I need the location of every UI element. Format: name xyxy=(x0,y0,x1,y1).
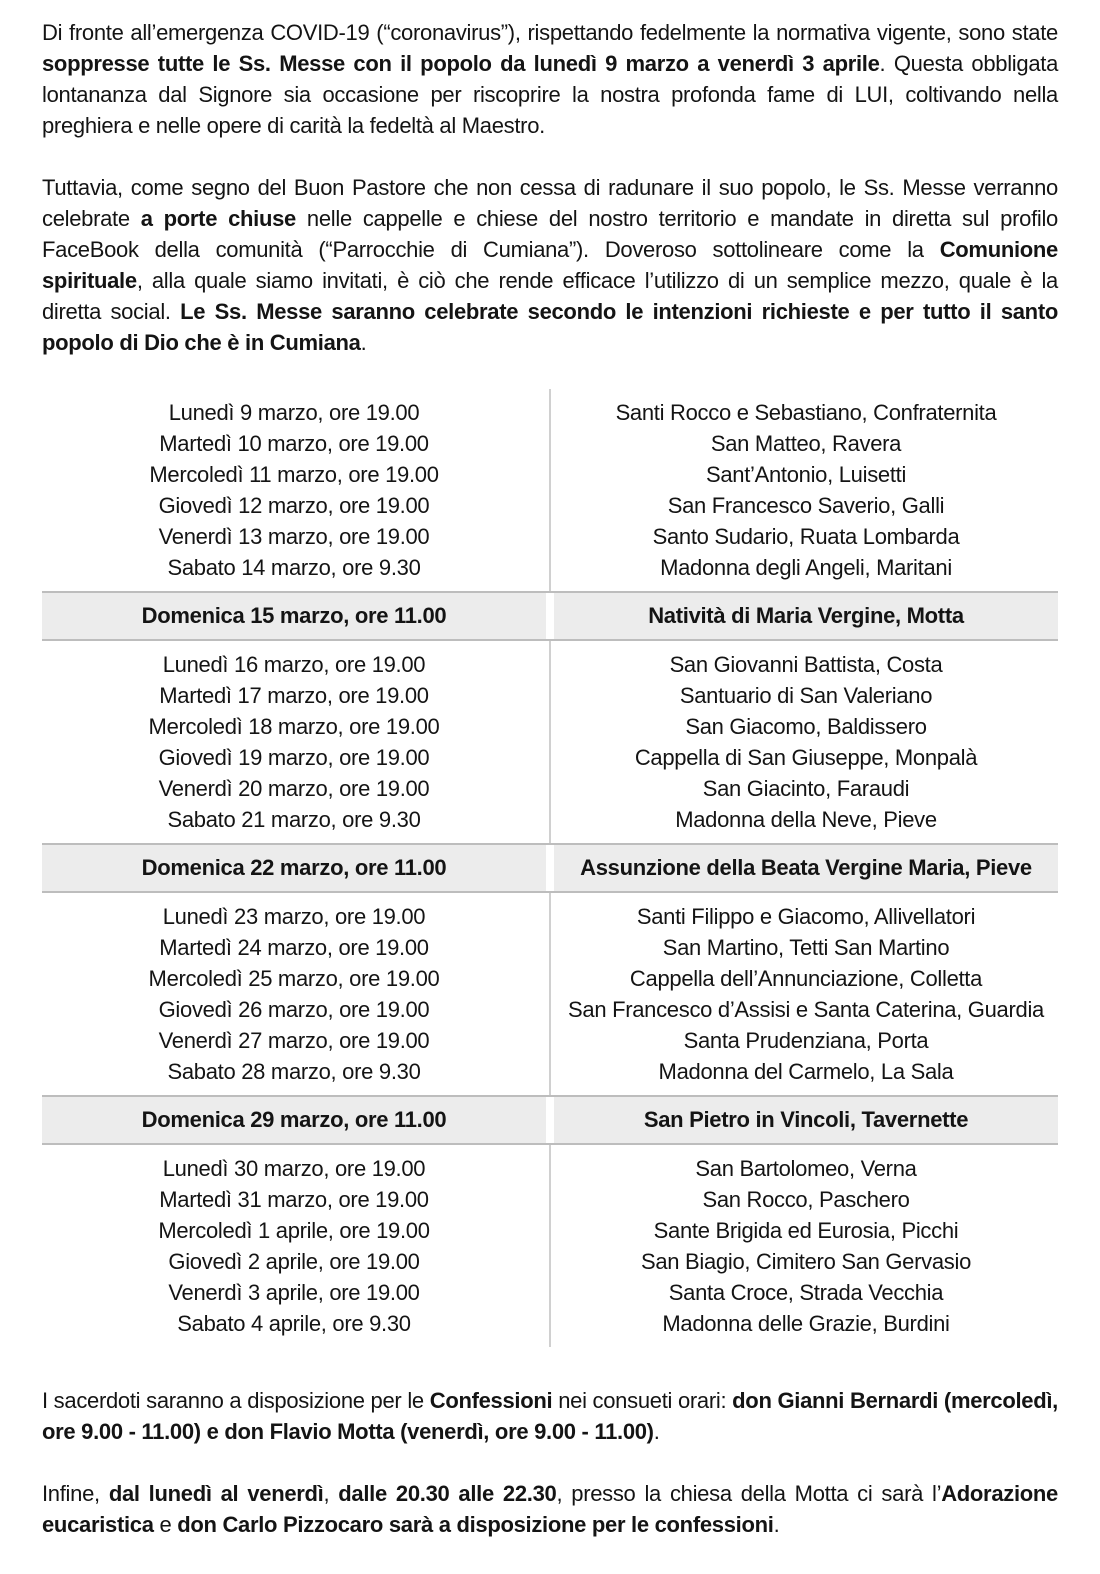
column-gap xyxy=(546,649,554,680)
column-gap xyxy=(546,711,554,742)
weekday-mass-row xyxy=(42,1246,1058,1277)
weekday-mass-row xyxy=(42,1153,1058,1184)
week-block xyxy=(42,389,1058,591)
mass-schedule-table xyxy=(42,389,1058,1347)
mass-datetime-cell: Lunedì 30 marzo, ore 19.00 xyxy=(162,1156,426,1181)
bold-text: dal lunedì al venerdì xyxy=(108,1481,324,1506)
mass-church-cell: San Martino, Tetti San Martino xyxy=(662,935,950,960)
mass-datetime-cell: Mercoledì 18 marzo, ore 19.00 xyxy=(148,714,440,739)
weekday-mass-row xyxy=(42,1215,1058,1246)
column-gap xyxy=(546,593,554,639)
mass-datetime-cell: Giovedì 2 aprile, ore 19.00 xyxy=(168,1249,420,1274)
paragraph-adorazione xyxy=(42,1478,1058,1540)
weekday-mass-row xyxy=(42,1025,1058,1056)
mass-datetime-cell: Martedì 17 marzo, ore 19.00 xyxy=(159,683,429,708)
mass-datetime-cell: Lunedì 16 marzo, ore 19.00 xyxy=(162,652,426,677)
weekday-mass-row xyxy=(42,490,1058,521)
regular-text: nei consueti orari: xyxy=(552,1388,733,1413)
weekday-mass-row xyxy=(42,711,1058,742)
column-gap xyxy=(546,1215,554,1246)
mass-church-cell: San Giacinto, Faraudi xyxy=(702,776,910,801)
column-gap xyxy=(546,963,554,994)
regular-text: , presso la chiesa della Motta ci sarà l’ xyxy=(556,1481,942,1506)
bold-text: Le Ss. Messe saranno celebrate secondo le intenzioni richieste e per tutto il santo popolo di Dio che è in Cumiana xyxy=(42,299,1058,355)
mass-datetime-cell: Sabato 21 marzo, ore 9.30 xyxy=(167,807,421,832)
regular-text: Tuttavia, come segno del Buon Pastore che non cessa di radunare il suo popolo, le Ss. Messe verranno celebrate xyxy=(42,175,1058,231)
bold-text: Confessioni xyxy=(429,1388,553,1413)
mass-datetime-cell: Giovedì 19 marzo, ore 19.00 xyxy=(158,745,430,770)
column-gap xyxy=(546,680,554,711)
regular-text: I sacerdoti saranno a disposizione per le xyxy=(42,1388,430,1413)
regular-text: e xyxy=(153,1512,178,1537)
mass-church-cell: Cappella dell’Annunciazione, Colletta xyxy=(629,966,983,991)
column-gap xyxy=(546,804,554,835)
weekday-mass-row xyxy=(42,459,1058,490)
week-block xyxy=(42,1145,1058,1347)
mass-datetime-cell: Martedì 24 marzo, ore 19.00 xyxy=(159,935,429,960)
column-gap xyxy=(546,845,554,891)
regular-text: . Questa obbligata lontananza dal Signore sia occasione per riscoprire la nostra profonda fame di LUI, coltivando nella preghiera e nelle opere di carità la fedeltà al Maestro. xyxy=(42,51,1059,138)
mass-datetime-cell: Sabato 28 marzo, ore 9.30 xyxy=(167,1059,421,1084)
bold-text: don Gianni Bernardi (mercoledì, ore 9.00 - 11.00) e don Flavio Motta (venerdì, ore 9.00 - 11.00) xyxy=(42,1388,1058,1444)
column-gap xyxy=(546,932,554,963)
paragraph-porte-chiuse xyxy=(42,172,1058,358)
regular-text: Infine, xyxy=(42,1481,109,1506)
column-gap xyxy=(546,742,554,773)
mass-church-cell: Sant’Antonio, Luisetti xyxy=(705,462,907,487)
mass-church-cell: Natività di Maria Vergine, Motta xyxy=(554,593,1058,639)
mass-church-cell: San Pietro in Vincoli, Tavernette xyxy=(554,1097,1058,1143)
week-block xyxy=(42,641,1058,843)
mass-datetime-cell: Sabato 4 aprile, ore 9.30 xyxy=(177,1311,411,1336)
regular-text: , alla quale siamo invitati, è ciò che rende efficace l’utilizzo di un semplice mezzo, quale è la diretta social. xyxy=(42,268,1058,324)
schedule-rows xyxy=(42,389,1058,1347)
column-gap xyxy=(546,901,554,932)
mass-church-cell: San Bartolomeo, Verna xyxy=(695,1156,917,1181)
mass-datetime-cell: Venerdì 27 marzo, ore 19.00 xyxy=(158,1028,430,1053)
regular-text: . xyxy=(653,1419,660,1444)
sunday-mass-row xyxy=(42,591,1058,641)
column-gap xyxy=(546,459,554,490)
mass-church-cell: Santi Filippo e Giacomo, Allivellatori xyxy=(636,904,976,929)
mass-datetime-cell: Mercoledì 11 marzo, ore 19.00 xyxy=(149,462,439,487)
column-gap xyxy=(546,1025,554,1056)
sunday-mass-row xyxy=(42,843,1058,893)
mass-datetime-cell: Domenica 29 marzo, ore 11.00 xyxy=(42,1097,546,1143)
weekday-mass-row xyxy=(42,1056,1058,1087)
mass-church-cell: Santa Prudenziana, Porta xyxy=(683,1028,929,1053)
bold-text: a porte chiuse xyxy=(140,206,296,231)
mass-datetime-cell: Mercoledì 1 aprile, ore 19.00 xyxy=(158,1218,430,1243)
regular-text: . xyxy=(773,1512,780,1537)
column-gap xyxy=(546,521,554,552)
mass-church-cell: Sante Brigida ed Eurosia, Picchi xyxy=(653,1218,959,1243)
mass-church-cell: Cappella di San Giuseppe, Monpalà xyxy=(634,745,978,770)
weekday-mass-row xyxy=(42,428,1058,459)
regular-text: nelle cappelle e chiese del nostro territorio e mandate in diretta sul profilo FaceBook della comunità (“Parrocchie di Cumiana”). Doveroso sottolineare come la xyxy=(42,206,1058,262)
weekday-mass-row xyxy=(42,773,1058,804)
column-gap xyxy=(546,994,554,1025)
column-gap xyxy=(546,490,554,521)
column-gap xyxy=(546,1056,554,1087)
mass-datetime-cell: Martedì 31 marzo, ore 19.00 xyxy=(159,1187,429,1212)
mass-datetime-cell: Giovedì 26 marzo, ore 19.00 xyxy=(158,997,430,1022)
mass-datetime-cell: Martedì 10 marzo, ore 19.00 xyxy=(159,431,429,456)
column-gap xyxy=(546,1153,554,1184)
column-gap xyxy=(546,397,554,428)
mass-datetime-cell: Giovedì 12 marzo, ore 19.00 xyxy=(158,493,430,518)
weekday-mass-row xyxy=(42,680,1058,711)
weekday-mass-row xyxy=(42,742,1058,773)
mass-church-cell: San Francesco Saverio, Galli xyxy=(667,493,945,518)
mass-datetime-cell: Venerdì 3 aprile, ore 19.00 xyxy=(168,1280,420,1305)
bold-text: soppresse tutte le Ss. Messe con il popolo da lunedì 9 marzo a venerdì 3 aprile xyxy=(42,51,880,76)
column-gap xyxy=(546,428,554,459)
bold-text: Comunione spirituale xyxy=(42,237,1058,293)
mass-datetime-cell: Domenica 22 marzo, ore 11.00 xyxy=(42,845,546,891)
weekday-mass-row xyxy=(42,1308,1058,1339)
weekday-mass-row xyxy=(42,552,1058,583)
mass-church-cell: Madonna della Neve, Pieve xyxy=(675,807,937,832)
mass-church-cell: Madonna del Carmelo, La Sala xyxy=(658,1059,954,1084)
mass-datetime-cell: Mercoledì 25 marzo, ore 19.00 xyxy=(148,966,440,991)
week-block xyxy=(42,893,1058,1095)
mass-datetime-cell: Venerdì 20 marzo, ore 19.00 xyxy=(158,776,430,801)
column-gap xyxy=(546,773,554,804)
mass-church-cell: San Biagio, Cimitero San Gervasio xyxy=(640,1249,972,1274)
column-gap xyxy=(546,1308,554,1339)
mass-church-cell: San Giacomo, Baldissero xyxy=(685,714,927,739)
column-gap xyxy=(546,1277,554,1308)
column-gap xyxy=(546,552,554,583)
weekday-mass-row xyxy=(42,397,1058,428)
mass-church-cell: San Matteo, Ravera xyxy=(710,431,902,456)
regular-text: , xyxy=(323,1481,339,1506)
paragraph-confessioni xyxy=(42,1385,1058,1447)
weekday-mass-row xyxy=(42,804,1058,835)
mass-church-cell: Madonna degli Angeli, Maritani xyxy=(660,555,952,580)
mass-datetime-cell: Sabato 14 marzo, ore 9.30 xyxy=(167,555,421,580)
mass-datetime-cell: Lunedì 9 marzo, ore 19.00 xyxy=(168,400,420,425)
weekday-mass-row xyxy=(42,521,1058,552)
mass-church-cell: Santi Rocco e Sebastiano, Confraternita xyxy=(615,400,997,425)
mass-datetime-cell: Lunedì 23 marzo, ore 19.00 xyxy=(162,904,426,929)
weekday-mass-row xyxy=(42,1184,1058,1215)
weekday-mass-row xyxy=(42,994,1058,1025)
paragraph-covid-suppression xyxy=(42,17,1058,141)
regular-text: . xyxy=(360,330,367,355)
mass-church-cell: Assunzione della Beata Vergine Maria, Pieve xyxy=(554,845,1058,891)
weekday-mass-row xyxy=(42,901,1058,932)
bold-text: don Carlo Pizzocaro sarà a disposizione per le confessioni xyxy=(177,1512,774,1537)
column-gap xyxy=(546,1184,554,1215)
mass-church-cell: Santo Sudario, Ruata Lombarda xyxy=(652,524,960,549)
mass-datetime-cell: Venerdì 13 marzo, ore 19.00 xyxy=(158,524,430,549)
mass-datetime-cell: Domenica 15 marzo, ore 11.00 xyxy=(42,593,546,639)
bold-text: Adorazione eucaristica xyxy=(42,1481,1058,1537)
weekday-mass-row xyxy=(42,932,1058,963)
mass-church-cell: Madonna delle Grazie, Burdini xyxy=(662,1311,950,1336)
weekday-mass-row xyxy=(42,1277,1058,1308)
column-gap xyxy=(546,1246,554,1277)
mass-church-cell: San Francesco d’Assisi e Santa Caterina, Guardia xyxy=(568,997,1044,1022)
mass-church-cell: San Rocco, Paschero xyxy=(702,1187,910,1212)
column-gap xyxy=(546,1097,554,1143)
sunday-mass-row xyxy=(42,1095,1058,1145)
mass-church-cell: Santa Croce, Strada Vecchia xyxy=(668,1280,944,1305)
mass-church-cell: San Giovanni Battista, Costa xyxy=(669,652,943,677)
mass-church-cell: Santuario di San Valeriano xyxy=(679,683,933,708)
weekday-mass-row xyxy=(42,649,1058,680)
regular-text: Di fronte all’emergenza COVID-19 (“coronavirus”), rispettando fedelmente la normativa vigente, sono state xyxy=(42,20,1058,45)
bold-text: dalle 20.30 alle 22.30 xyxy=(338,1481,557,1506)
weekday-mass-row xyxy=(42,963,1058,994)
